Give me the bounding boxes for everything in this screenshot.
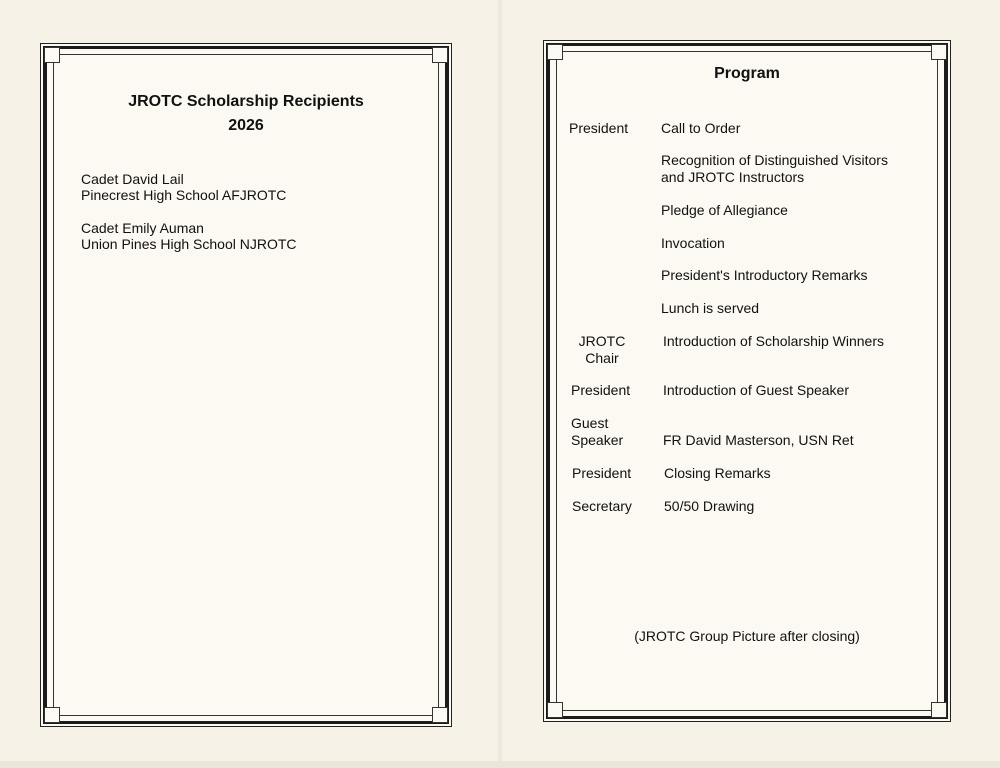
recipient-name: Cadet David Lail [81,171,184,187]
program-role-line: JROTC [578,333,626,349]
corner-ornament [44,707,60,723]
program-item-line: and JROTC Instructors [661,169,805,185]
panel-inner-border [556,51,938,711]
program-role: President [571,382,631,398]
program-item: Introduction of Scholarship Winners [663,333,884,349]
recipients-year: 2026 [228,117,264,134]
program-role-line: Speaker [571,432,624,448]
program-role [571,415,651,449]
center-fold [497,0,503,768]
program-item-line: Recognition of Distinguished Visitors [661,152,888,168]
program-title: Program [714,65,780,82]
page-bottom-edge [0,761,1000,768]
recipient-school: Union Pines High School NJROTC [81,236,297,252]
program-item: Pledge of Allegiance [661,202,788,218]
program-role [566,333,638,367]
corner-ornament [547,44,563,60]
recipients-title-line1: JROTC Scholarship Recipients [128,93,364,110]
corner-ornament [44,47,60,63]
program-panel [543,40,951,722]
program-item: Closing Remarks [664,465,771,481]
recipients-title [41,90,451,138]
panel-inner-border [53,54,439,716]
program-role: President [569,120,629,136]
program-item: FR David Masterson, USN Ret [663,432,854,448]
program-role-line: Guest [571,415,609,431]
corner-ornament [931,702,947,718]
program-item: Introduction of Guest Speaker [663,382,849,398]
corner-ornament [931,44,947,60]
recipient-entry [81,171,286,203]
corner-ornament [432,707,448,723]
closing-note: (JROTC Group Picture after closing) [634,628,860,644]
corner-ornament [547,702,563,718]
program-item: Invocation [661,235,725,251]
recipients-panel [40,43,452,727]
recipient-entry [81,220,297,252]
program-item: President's Introductory Remarks [661,267,868,283]
program-item [661,152,941,186]
program-role: President [572,465,632,481]
program-item: Lunch is served [661,300,760,316]
program-item: Call to Order [661,120,741,136]
program-role-line: Chair [585,350,619,366]
program-role: Secretary [572,498,632,514]
program-item: 50/50 Drawing [664,498,755,514]
recipient-name: Cadet Emily Auman [81,220,204,236]
corner-ornament [432,47,448,63]
recipient-school: Pinecrest High School AFJROTC [81,187,287,203]
